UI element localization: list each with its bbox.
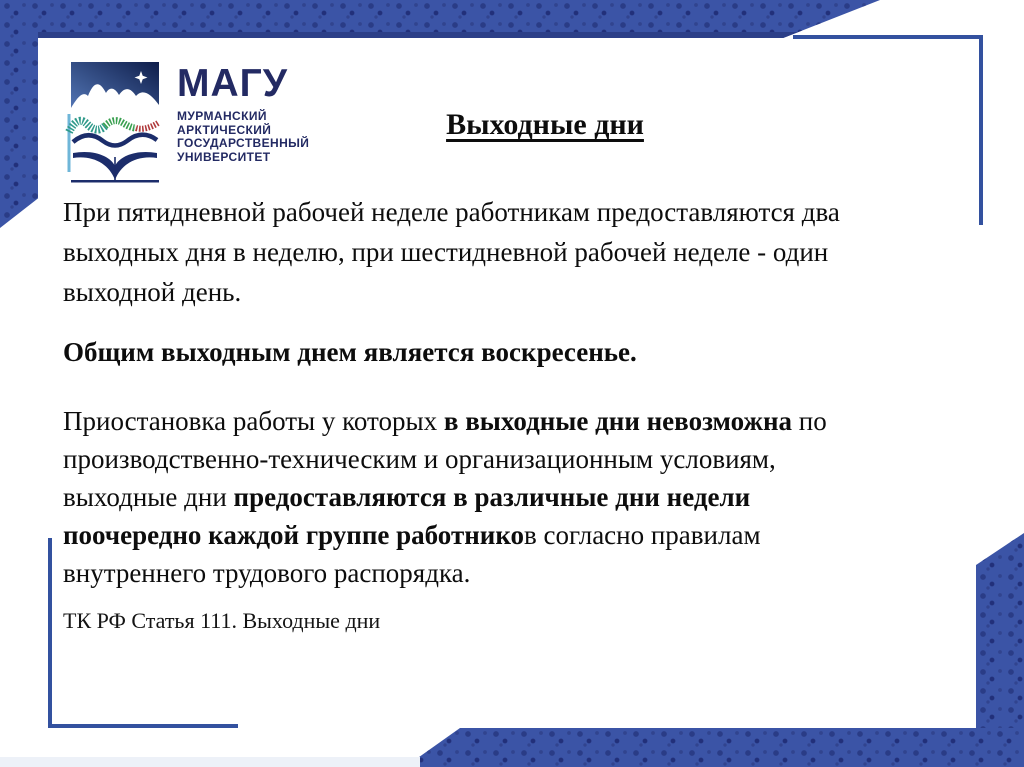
text-line: внутреннего трудового распорядка. [63, 558, 471, 588]
title-container [185, 108, 905, 142]
body-paragraph-3 [63, 402, 827, 592]
text-line: При пятидневной рабочей неделе работникам предоставляются два [63, 197, 840, 227]
text-line: выходных дня в неделю, при шестидневной рабочей неделе - один [63, 237, 829, 267]
decor-left-strip [0, 0, 38, 228]
text-line: Приостановка работы у которых в выходные дни невозможна по [63, 406, 827, 436]
university-name-line: МУРМАНСКИЙ [177, 109, 267, 123]
text-line: поочередно каждой группе работников согласно правилам [63, 520, 761, 550]
decor-corner-line-bottom-left-vertical [48, 538, 52, 728]
body-paragraph-2 [63, 332, 637, 372]
university-emblem-icon [65, 62, 165, 185]
text-line: выходной день. [63, 277, 242, 307]
text-line: производственно-техническим и организационным условиям, [63, 444, 776, 474]
text-line: выходные дни предоставляются в различные дни недели [63, 482, 751, 512]
decor-bottom-band [405, 728, 1024, 767]
university-acronym: МАГУ [177, 62, 289, 105]
university-name-line: ГОСУДАРСТВЕННЫЙ [177, 136, 310, 150]
legal-reference: ТК РФ Статья 111. Выходные дни [63, 608, 381, 633]
decor-corner-line-bottom-left-horizontal [48, 724, 238, 728]
body-paragraph-1 [63, 192, 840, 312]
decor-corner-line-top-right-vertical [979, 35, 983, 225]
decor-corner-line-top-right-horizontal [793, 35, 983, 39]
university-name-line: АРКТИЧЕСКИЙ [177, 122, 272, 137]
university-name-line: УНИВЕРСИТЕТ [177, 149, 271, 164]
decor-bottom-light-strip [0, 757, 420, 767]
decor-top-band [0, 0, 880, 38]
page-title: Выходные дни [446, 108, 644, 141]
text-line: Общим выходным днем является воскресенье. [63, 337, 637, 367]
